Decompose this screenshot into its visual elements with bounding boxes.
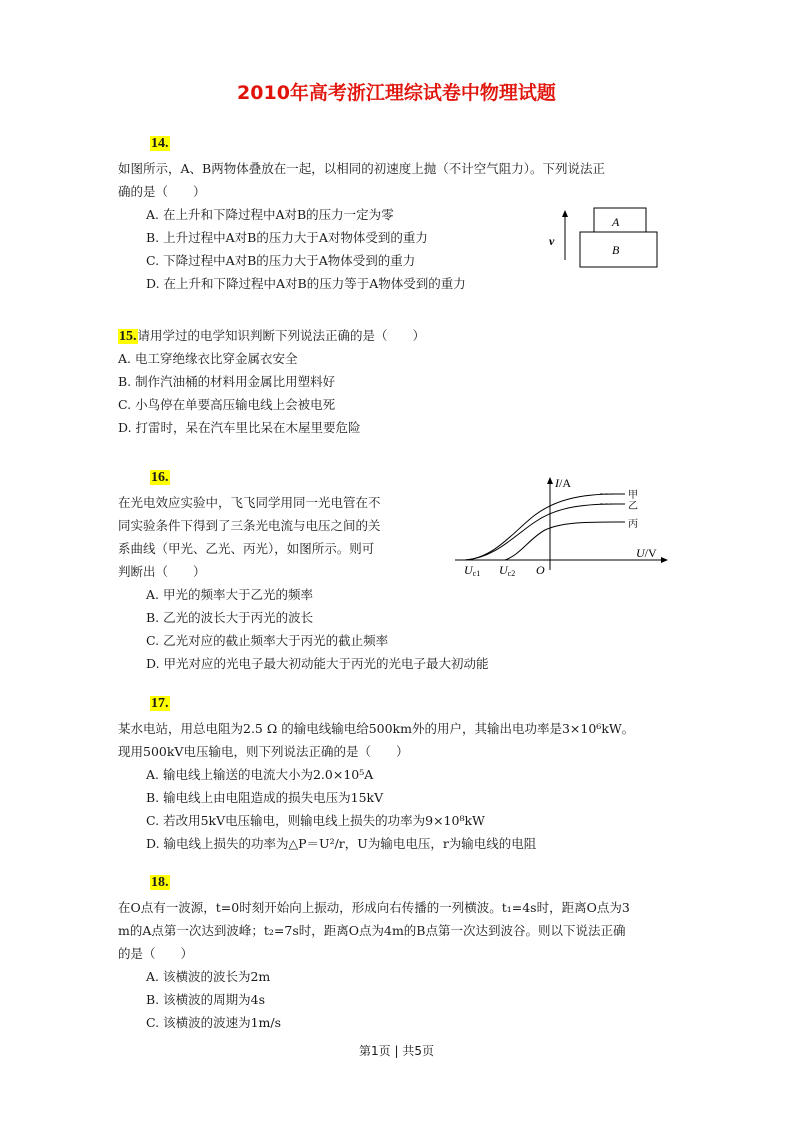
- question-15-option-a: A. 电工穿绝缘衣比穿金属衣安全: [118, 351, 298, 366]
- question-15-text: 请用学过的电学知识判断下列说法正确的是（ ）: [137, 328, 426, 343]
- uc1-label: Uc1: [464, 563, 481, 578]
- curve-yi: [465, 504, 625, 560]
- question-14-stem-line-2: 确的是（ ）: [118, 184, 206, 199]
- page-footer: 第1页 | 共5页: [359, 1044, 434, 1058]
- question-14-option-b: B. 上升过程中A对B的压力大于A对物体受到的重力: [146, 230, 428, 245]
- question-number-badge: 14.: [151, 136, 169, 151]
- question-18-stem-line-3: 的是（ ）: [118, 946, 194, 961]
- question-18-number: [150, 874, 170, 891]
- question-number-badge: 17.: [151, 696, 169, 711]
- block-b-label: B: [612, 243, 620, 257]
- origin-label: O: [536, 563, 545, 577]
- question-14-option-c: C. 下降过程中A对B的压力大于A物体受到的重力: [146, 253, 416, 268]
- block-a: [594, 208, 646, 232]
- question-18-stem-line-2: m的A点第一次达到波峰；t₂=7s时，距离O点为4m的B点第一次达到波谷。则以下说法正确: [118, 923, 626, 938]
- question-17-stem-line-1: 某水电站，用总电阻为2.5 Ω 的输电线输电给500km外的用户，其输出电功率是3×10⁶kW。: [118, 721, 635, 736]
- question-14-option-a: A. 在上升和下降过程中A对B的压力一定为零: [146, 207, 394, 222]
- question-number-badge: 15.: [119, 329, 137, 344]
- question-14-stem-line-1: 如图所示，A、B两物体叠放在一起，以相同的初速度上抛（不计空气阻力）。下列说法正: [118, 161, 605, 176]
- question-14-option-d: D. 在上升和下降过程中A对B的压力等于A物体受到的重力: [146, 276, 466, 291]
- question-18-stem-line-1: 在O点有一波源，t=0时刻开始向上振动，形成向右传播的一列横波。t₁=4s时，距离O点为3: [118, 900, 630, 915]
- question-16-option-a: A. 甲光的频率大于乙光的频率: [146, 587, 313, 602]
- question-16-number: [150, 469, 170, 486]
- curve-label-jia: 甲: [628, 490, 638, 501]
- question-16-stem-line-3: 系曲线（甲光、乙光、丙光），如图所示。则可: [118, 541, 375, 556]
- question-16-stem-line-2: 同实验条件下得到了三条光电流与电压之间的关: [118, 518, 381, 533]
- question-14-number: [150, 135, 170, 152]
- curve-label-bing: 丙: [628, 519, 638, 530]
- x-axis-arrow-icon: [661, 557, 668, 563]
- y-axis-arrow-icon: [547, 477, 553, 484]
- block-a-label: A: [612, 215, 620, 229]
- question-17-option-a: A. 输电线上输送的电流大小为2.0×10⁵A: [146, 767, 374, 782]
- question-17-option-d: D. 输电线上损失的功率为△P＝U²/r，U为输电电压，r为输电线的电阻: [146, 836, 537, 851]
- question-17-number: [150, 695, 170, 712]
- question-16-option-d: D. 甲光对应的光电子最大初动能大于丙光的光电子最大初动能: [146, 656, 489, 671]
- question-number-badge: 18.: [151, 875, 169, 890]
- question-16-stem-line-1: 在光电效应实验中，飞飞同学用同一光电管在不: [118, 495, 381, 510]
- question-17-option-b: B. 输电线上由电阻造成的损失电压为15kV: [146, 790, 384, 805]
- velocity-label: v: [549, 234, 555, 248]
- question-number-badge: 16.: [151, 470, 169, 485]
- x-axis-label: U/V: [636, 546, 657, 560]
- question-15-option-b: B. 制作汽油桶的材料用金属比用塑料好: [118, 374, 336, 389]
- arrow-up-icon: [562, 210, 568, 217]
- question-15-option-d: D. 打雷时，呆在汽车里比呆在木屋里要危险: [118, 420, 361, 435]
- question-16-option-b: B. 乙光的波长大于丙光的波长: [146, 610, 314, 625]
- question-17-option-c: C. 若改用5kV电压输电，则输电线上损失的功率为9×10⁸kW: [146, 813, 485, 828]
- curve-bing: [505, 522, 625, 560]
- question-18-option-b: B. 该横波的周期为4s: [146, 992, 266, 1007]
- question-17-stem-line-2: 现用500kV电压输电，则下列说法正确的是（ ）: [118, 744, 409, 759]
- stacked-blocks-figure: [540, 200, 665, 275]
- y-axis-label: I/A: [555, 476, 571, 490]
- question-18-option-c: C. 该横波的波速为1m/s: [146, 1015, 281, 1030]
- question-15-stem: [118, 325, 425, 348]
- uc2-label: Uc2: [499, 563, 516, 578]
- photoelectric-iv-graph: [450, 470, 672, 582]
- page-title: 2010年高考浙江理综试卷中物理试题: [237, 82, 556, 104]
- question-15-option-c: C. 小鸟停在单要高压输电线上会被电死: [118, 397, 336, 412]
- question-16-stem-line-4: 判断出（ ）: [118, 564, 206, 579]
- curve-label-yi: 乙: [628, 501, 638, 512]
- question-18-option-a: A. 该横波的波长为2m: [146, 969, 271, 984]
- question-16-option-c: C. 乙光对应的截止频率大于丙光的截止频率: [146, 633, 389, 648]
